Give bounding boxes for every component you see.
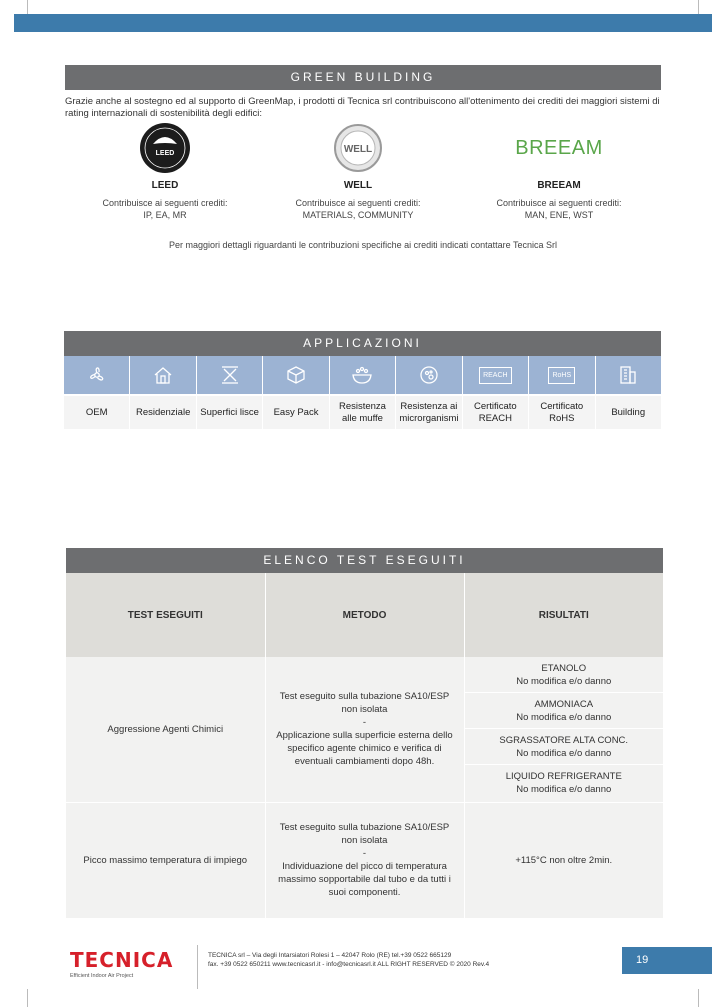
app-label-microrganismi: Resistenza ai microrganismi: [396, 396, 462, 429]
cert-desc: Contribuisce ai seguenti crediti: IP, EA, MR: [102, 198, 228, 220]
surface-icon: [197, 356, 263, 394]
cert-desc: Contribuisce ai seguenti crediti: MAN, ENE, WST: [496, 198, 622, 220]
result-item: ETANOLO No modifica e/o danno: [465, 657, 664, 693]
green-building-intro: Grazie anche al sostegno ed al supporto di GreenMap, i prodotti di Tecnica srl contribuiscono all'ottenimento dei crediti dei maggiori sistemi di rating internazionali di sostenibilità degli edifici:: [65, 96, 660, 119]
cert-name: WELL: [343, 180, 373, 191]
app-label-reach: Certificato REACH: [463, 396, 529, 429]
app-label-muffe: Resistenza alle muffe: [330, 396, 396, 429]
applicazioni-title: APPLICAZIONI: [64, 331, 661, 356]
test-method: Test eseguito sulla tubazione SA10/ESP non isolata - Individuazione del picco di temperatura massimo sopportabile dal tubo e da tutti i suoi componenti.: [265, 802, 464, 918]
cert-desc: Contribuisce ai seguenti crediti: MATERIALS, COMMUNITY: [295, 198, 421, 220]
tecnica-logo: [70, 948, 180, 979]
well-logo-text: WELL: [343, 144, 373, 155]
tests-title: ELENCO TEST ESEGUITI: [66, 548, 663, 573]
footer-contacts: TECNICA srl – Via degli Intarsiatori Rolesi 1 – 42047 Rolo (RE) tel.+39 0522 665129 fax. +39 0522 650211 www.tecnicasrl.it - info@tecnicasrl.it ALL RIGHT RESERVED © 2020 Rev.4: [208, 952, 490, 968]
table-header: RISULTATI: [464, 573, 663, 657]
page-number: 19: [622, 947, 712, 974]
leed-logo-text: LEED: [155, 150, 175, 157]
app-label-residenziale: Residenziale: [130, 396, 196, 429]
green-building-title: GREEN BUILDING: [65, 65, 661, 90]
box-icon: [263, 356, 329, 394]
result-item: SGRASSATORE ALTA CONC. No modifica e/o danno: [465, 729, 664, 765]
test-name: Picco massimo temperatura di impiego: [66, 802, 265, 918]
app-label-superfici: Superfici lisce: [197, 396, 263, 429]
microbe-icon: [396, 356, 462, 394]
test-method: Test eseguito sulla tubazione SA10/ESP non isolata - Applicazione sulla superficie esterna dello specifico agente chimico e verifica di eventuali cambiamenti dopo 48h.: [265, 657, 464, 802]
tests-table: [66, 573, 663, 919]
fan-icon: [64, 356, 130, 394]
rohs-icon: [529, 356, 595, 394]
breeam-logo-text: BREEAM: [515, 136, 603, 159]
building-icon: [596, 356, 661, 394]
test-results: [464, 657, 663, 802]
cert-name: LEED: [151, 180, 179, 191]
header-bar: [14, 14, 712, 32]
house-icon: [130, 356, 196, 394]
leed-logo: [65, 122, 265, 174]
app-label-rohs: Certificato RoHS: [529, 396, 595, 429]
reach-icon-text: REACH: [479, 367, 512, 384]
cert-name: BREEAM: [537, 180, 581, 191]
result-item: LIQUIDO REFRIGERANTE No modifica e/o danno: [505, 771, 622, 796]
app-label-oem: OEM: [64, 396, 130, 429]
test-name: Aggressione Agenti Chimici: [66, 657, 265, 802]
crop-mark: [27, 989, 28, 1007]
mould-icon: [330, 356, 396, 394]
reach-icon: [463, 356, 529, 394]
applicazioni-icons: [64, 356, 661, 394]
rohs-icon-text: RoHS: [548, 367, 575, 384]
brand-tagline: Efficient Indoor Air Project: [70, 973, 134, 979]
cert-leed: [65, 122, 265, 221]
green-building-note: Per maggiori dettagli riguardanti le contribuzioni specifiche ai crediti indicati contattare Tecnica Srl: [168, 240, 558, 250]
table-row: [66, 802, 663, 918]
cert-well: [258, 122, 458, 221]
well-logo: [258, 122, 458, 174]
table-header: TEST ESEGUITI: [66, 573, 265, 657]
applicazioni-labels: [64, 396, 661, 429]
table-row: [66, 657, 663, 802]
table-header: METODO: [265, 573, 464, 657]
footer-divider: [197, 945, 198, 989]
test-result: +115°C non oltre 2min.: [464, 802, 663, 918]
cert-breeam: [459, 122, 659, 221]
crop-mark: [698, 989, 699, 1007]
breeam-logo: [459, 122, 659, 174]
app-label-easy-pack: Easy Pack: [263, 396, 329, 429]
brand-name: TECNICA: [70, 948, 174, 972]
app-label-building: Building: [611, 406, 646, 418]
result-item: AMMONIACA No modifica e/o danno: [465, 693, 664, 729]
